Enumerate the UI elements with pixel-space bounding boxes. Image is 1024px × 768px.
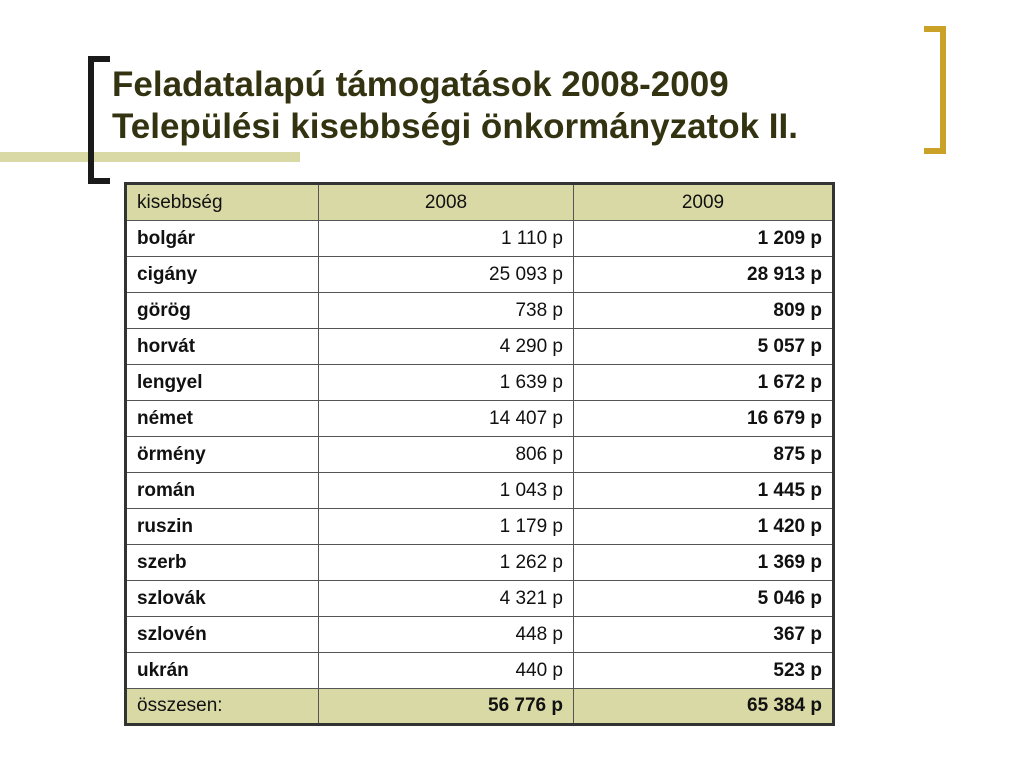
value-2009: 1 420 p bbox=[574, 509, 834, 545]
value-2009: 367 p bbox=[574, 617, 834, 653]
slide-title-line-1: Feladatalapú támogatások 2008-2009 bbox=[112, 65, 729, 104]
value-2009: 5 046 p bbox=[574, 581, 834, 617]
table-row bbox=[126, 653, 834, 689]
slide-title bbox=[112, 64, 798, 148]
table-row bbox=[126, 257, 834, 293]
value-2009: 875 p bbox=[574, 437, 834, 473]
table-row bbox=[126, 221, 834, 257]
minority-name: örmény bbox=[126, 437, 319, 473]
value-2008: 1 262 p bbox=[319, 545, 574, 581]
left-bracket-decoration bbox=[88, 56, 110, 184]
table-row bbox=[126, 401, 834, 437]
table-row bbox=[126, 437, 834, 473]
value-2009: 1 209 p bbox=[574, 221, 834, 257]
minority-name: bolgár bbox=[126, 221, 319, 257]
column-header-minority: kisebbség bbox=[126, 184, 319, 221]
column-header-2008: 2008 bbox=[319, 184, 574, 221]
minority-name: román bbox=[126, 473, 319, 509]
minority-name: szerb bbox=[126, 545, 319, 581]
value-2008: 738 p bbox=[319, 293, 574, 329]
table-row bbox=[126, 617, 834, 653]
value-2009: 1 369 p bbox=[574, 545, 834, 581]
value-2008: 1 043 p bbox=[319, 473, 574, 509]
table-row bbox=[126, 293, 834, 329]
value-2009: 523 p bbox=[574, 653, 834, 689]
table-row bbox=[126, 545, 834, 581]
minority-name: lengyel bbox=[126, 365, 319, 401]
minority-support-table bbox=[124, 182, 835, 726]
value-2009: 1 672 p bbox=[574, 365, 834, 401]
value-2008: 1 110 p bbox=[319, 221, 574, 257]
table-row bbox=[126, 329, 834, 365]
table-row bbox=[126, 473, 834, 509]
value-2008: 1 179 p bbox=[319, 509, 574, 545]
value-2009: 28 913 p bbox=[574, 257, 834, 293]
value-2008: 806 p bbox=[319, 437, 574, 473]
value-2009: 1 445 p bbox=[574, 473, 834, 509]
minority-name: ruszin bbox=[126, 509, 319, 545]
minority-name: cigány bbox=[126, 257, 319, 293]
value-2008: 1 639 p bbox=[319, 365, 574, 401]
total-2009: 65 384 p bbox=[574, 689, 834, 725]
value-2009: 809 p bbox=[574, 293, 834, 329]
value-2009: 5 057 p bbox=[574, 329, 834, 365]
table-row bbox=[126, 581, 834, 617]
minority-name: horvát bbox=[126, 329, 319, 365]
table-header-row bbox=[126, 184, 834, 221]
right-bracket-decoration bbox=[924, 26, 946, 154]
title-accent-band bbox=[0, 152, 300, 162]
value-2008: 25 093 p bbox=[319, 257, 574, 293]
minority-name: görög bbox=[126, 293, 319, 329]
table-body bbox=[126, 221, 834, 725]
table-total-row bbox=[126, 689, 834, 725]
total-2008: 56 776 p bbox=[319, 689, 574, 725]
minority-name: szlovák bbox=[126, 581, 319, 617]
minority-name: német bbox=[126, 401, 319, 437]
value-2009: 16 679 p bbox=[574, 401, 834, 437]
value-2008: 440 p bbox=[319, 653, 574, 689]
slide-title-line-2: Települési kisebbségi önkormányzatok II. bbox=[112, 107, 798, 146]
value-2008: 448 p bbox=[319, 617, 574, 653]
column-header-2009: 2009 bbox=[574, 184, 834, 221]
minority-name: ukrán bbox=[126, 653, 319, 689]
minority-name: szlovén bbox=[126, 617, 319, 653]
value-2008: 14 407 p bbox=[319, 401, 574, 437]
table-row bbox=[126, 365, 834, 401]
total-label: összesen: bbox=[126, 689, 319, 725]
value-2008: 4 321 p bbox=[319, 581, 574, 617]
value-2008: 4 290 p bbox=[319, 329, 574, 365]
table-row bbox=[126, 509, 834, 545]
